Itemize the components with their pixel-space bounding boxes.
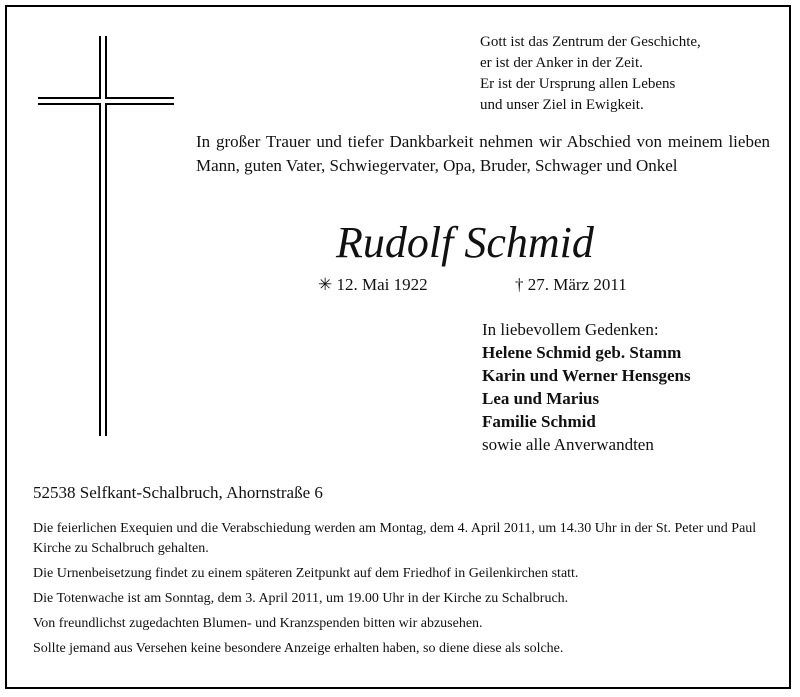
mourner-name: Lea und Marius — [482, 389, 600, 408]
birth-date-group — [318, 274, 428, 296]
note-paragraph: Die feierlichen Exequien und die Verabschiedung werden am Montag, dem 4. April 2011, um 14.30 Uhr in der St. Peter und Paul Kirche zu Schalbruch gehalten. — [33, 521, 757, 556]
birth-star-icon: ✳ — [318, 275, 333, 294]
note-paragraph: Die Urnenbeisetzung findet zu einem späteren Zeitpunkt auf dem Friedhof in Geilenkirchen statt. — [33, 566, 579, 581]
quote-line: Er ist der Ursprung allen Lebens — [480, 76, 676, 92]
death-date-group — [515, 274, 627, 296]
mourners-heading: In liebevollem Gedenken: — [482, 320, 659, 339]
quote-line: Gott ist das Zentrum der Geschichte, — [480, 34, 701, 50]
intro-text: In großer Trauer und tiefer Dankbarkeit nehmen wir Abschied von meinem lieben Mann, guten Vater, Schwiegervater, Opa, Bruder, Schwager und Onkel — [196, 132, 770, 175]
quote-line: und unser Ziel in Ewigkeit. — [480, 97, 644, 113]
address: 52538 Selfkant-Schalbruch, Ahornstraße 6 — [33, 483, 323, 502]
quote-line: er ist der Anker in der Zeit. — [480, 55, 643, 71]
service-notes — [33, 519, 778, 664]
mourner-name: Karin und Werner Hensgens — [482, 366, 691, 385]
mourners-closing: sowie alle Anverwandten — [482, 435, 654, 454]
birth-date: 12. Mai 1922 — [336, 275, 428, 294]
bible-quote — [480, 32, 780, 116]
death-date: 27. März 2011 — [527, 275, 627, 294]
death-cross-icon: † — [515, 275, 524, 294]
mourner-name: Helene Schmid geb. Stamm — [482, 343, 682, 362]
note-paragraph: Sollte jemand aus Versehen keine besondere Anzeige erhalten haben, so diene diese als solche. — [33, 641, 564, 656]
note-paragraph: Die Totenwache ist am Sonntag, dem 3. April 2011, um 19.00 Uhr in der Kirche zu Schalbruch. — [33, 591, 569, 606]
note-paragraph: Von freundlichst zugedachten Blumen- und Kranzspenden bitten wir abzusehen. — [33, 616, 483, 631]
mourners-block — [482, 318, 691, 456]
cross-icon — [38, 36, 178, 436]
deceased-name: Rudolf Schmid — [336, 218, 594, 267]
mourner-name: Familie Schmid — [482, 412, 596, 431]
